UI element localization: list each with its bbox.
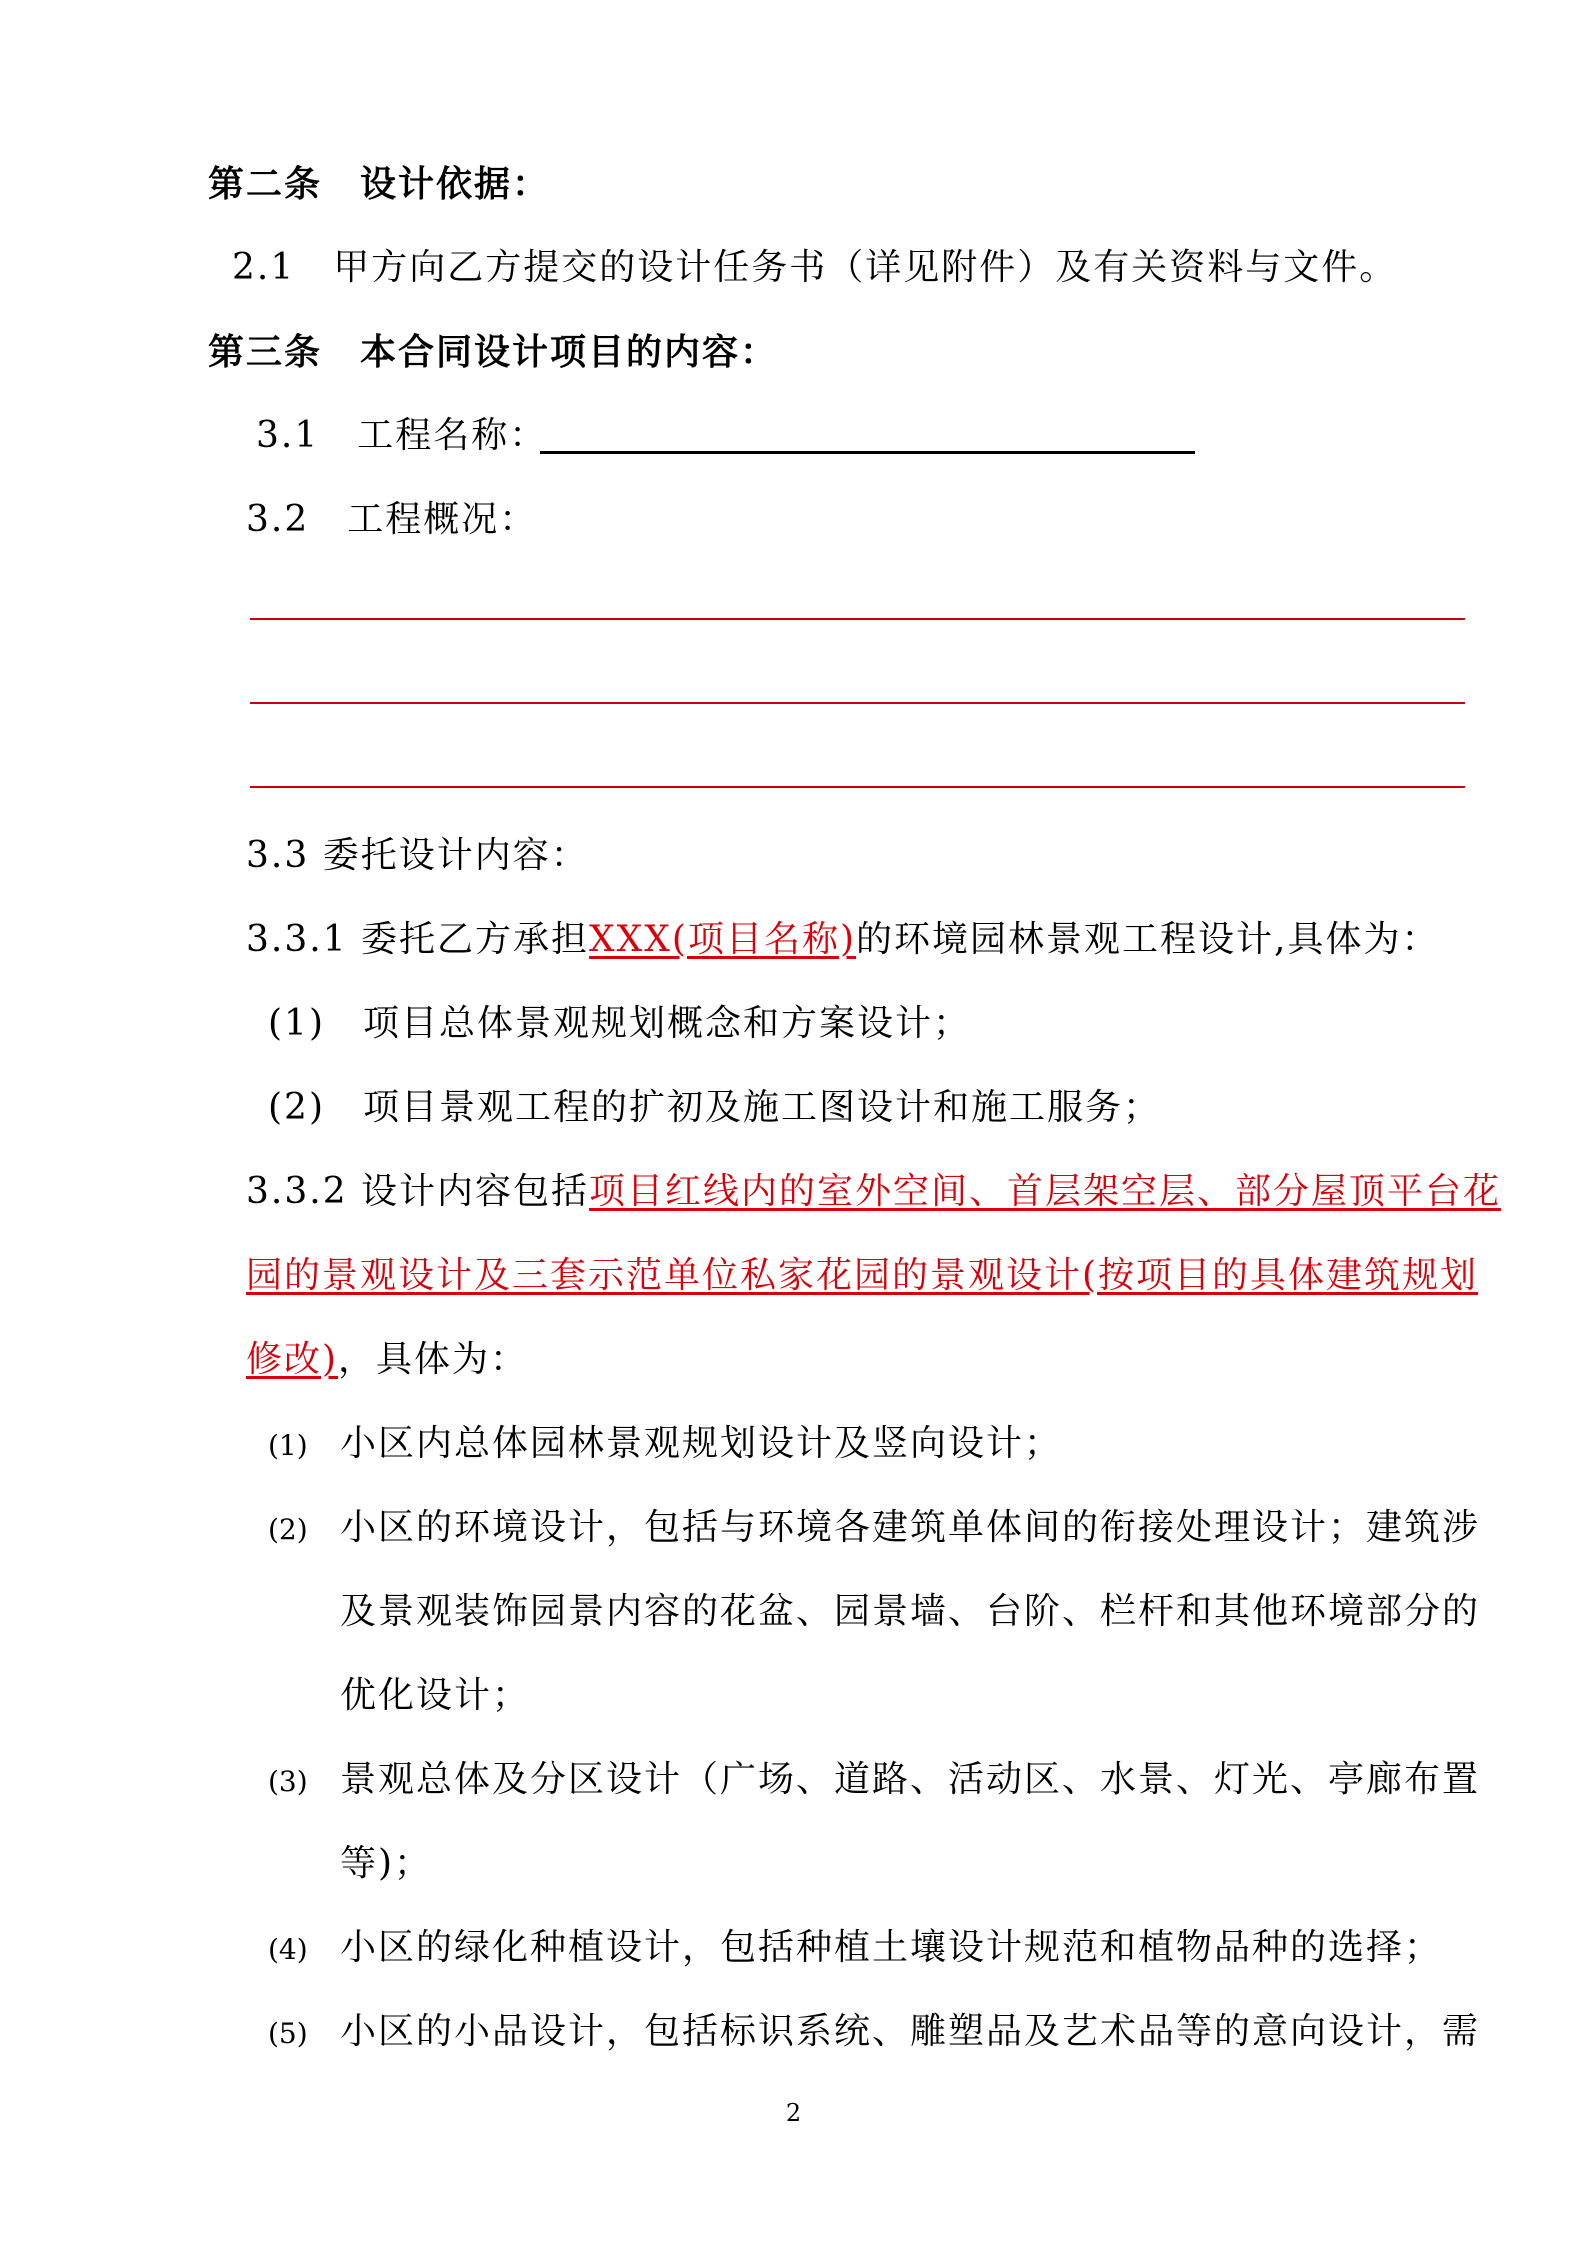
list-item-5-line-1: 小区的小品设计，包括标识系统、雕塑品及艺术品等的意向设计，需 xyxy=(340,2011,1481,2052)
clause-3-3: 3.3 委托设计内容： xyxy=(246,835,589,876)
article-2-heading: 第二条 设计依据： xyxy=(208,163,551,205)
clause-3-3-2-line-1 xyxy=(246,1170,1501,1214)
list-item-1-line-1: 小区内总体园林景观规划设计及竖向设计； xyxy=(340,1423,1063,1464)
clause-3-3-1-suffix: 的环境园林景观工程设计,具体为： xyxy=(856,919,1440,960)
list-item-2-line-1: 小区的环境设计，包括与环境各建筑单体间的衔接处理设计；建筑涉 xyxy=(340,1507,1481,1548)
clause-3-3-2-line-3 xyxy=(246,1338,528,1382)
clause-3-3-1 xyxy=(246,918,1439,962)
clause-3-3-2-scope-1: 项目红线内的室外空间、首层架空层、部分屋顶平台花 xyxy=(589,1171,1502,1212)
sub-item-1: (1) 项目总体景观规划概念和方案设计； xyxy=(268,1003,971,1044)
project-name-blank-line xyxy=(540,451,1195,454)
overview-blank-line-3 xyxy=(250,786,1465,788)
list-item-2-line-3: 优化设计； xyxy=(340,1675,531,1716)
list-item-3-number: (3) xyxy=(268,1765,308,1798)
clause-3-3-2-scope-2: 园的景观设计及三套示范单位私家花园的景观设计(按项目的具体建筑规划 xyxy=(246,1255,1479,1296)
list-item-2-number: (2) xyxy=(268,1513,308,1546)
list-item-1-number: (1) xyxy=(268,1429,308,1462)
clause-3-3-1-prefix: 3.3.1 委托乙方承担 xyxy=(246,919,590,960)
sub-item-2: (2) 项目景观工程的扩初及施工图设计和施工服务； xyxy=(268,1087,1161,1128)
article-3-heading: 第三条 本合同设计项目的内容： xyxy=(208,331,779,373)
overview-blank-line-1 xyxy=(250,618,1465,620)
clause-3-2-label: 3.2 工程概况： xyxy=(246,499,538,540)
list-item-3-line-2: 等)； xyxy=(340,1843,433,1884)
list-item-4-line-1: 小区的绿化种植设计，包括种植土壤设计规范和植物品种的选择； xyxy=(340,1927,1443,1968)
clause-3-3-2-line-2 xyxy=(246,1254,1478,1298)
list-item-2-line-2: 及景观装饰园景内容的花盆、园景墙、台阶、栏杆和其他环境部分的 xyxy=(340,1591,1481,1632)
clause-3-3-2-scope-3: 修改) xyxy=(246,1339,339,1380)
clause-3-3-1-project-name: XXX(项目名称) xyxy=(589,919,857,960)
list-item-4-number: (4) xyxy=(268,1933,308,1966)
overview-blank-line-2 xyxy=(250,702,1465,704)
clause-3-3-2-prefix: 3.3.2 设计内容包括 xyxy=(246,1171,590,1212)
list-item-3-line-1: 景观总体及分区设计（广场、道路、活动区、水景、灯光、亭廊布置 xyxy=(340,1759,1481,1800)
clause-3-1-label: 3.1 工程名称： xyxy=(256,415,548,456)
page-number: 2 xyxy=(785,2099,802,2127)
clause-2-1: 2.1 甲方向乙方提交的设计任务书（详见附件）及有关资料与文件。 xyxy=(232,247,1398,288)
clause-3-3-2-suffix: ，具体为： xyxy=(338,1339,529,1380)
list-item-5-number: (5) xyxy=(268,2017,308,2050)
